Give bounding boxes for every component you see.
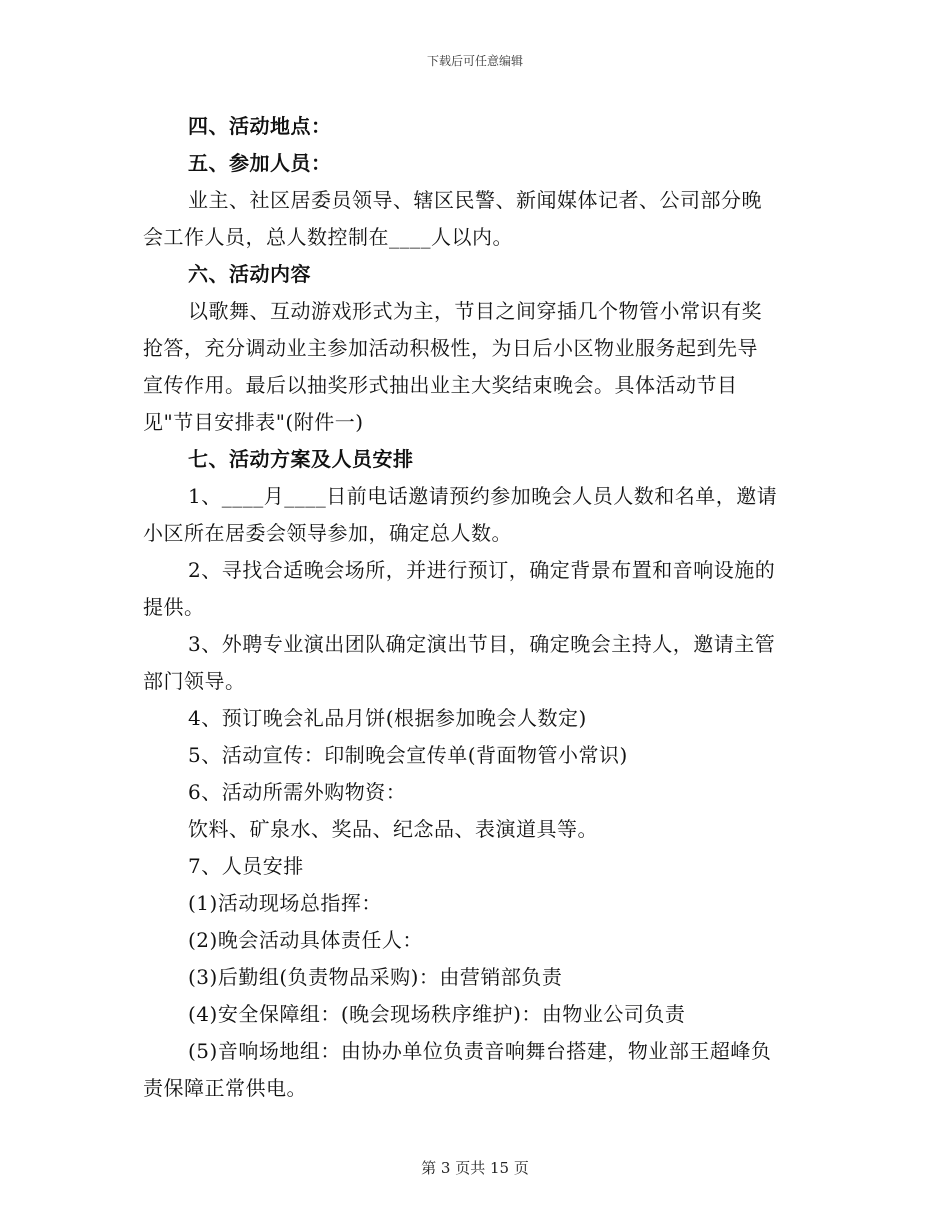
- sub-item-1: (1)活动现场总指挥：: [188, 891, 382, 915]
- paragraph-line: 提供。: [143, 595, 205, 619]
- paragraph-line: 饮料、矿泉水、奖品、纪念品、表演道具等。: [188, 817, 598, 841]
- list-item-4: 4、预订晚会礼品月饼(根据参加晚会人数定): [188, 706, 587, 730]
- section-heading-location: 四、活动地点：: [188, 114, 332, 138]
- paragraph-line: 抢答，充分调动业主参加活动积极性，为日后小区物业服务起到先导: [143, 336, 758, 360]
- paragraph-line: 见"节目安排表"(附件一): [143, 410, 364, 434]
- paragraph-line: 责保障正常供电。: [143, 1076, 307, 1100]
- section-heading-participants: 五、参加人员：: [188, 151, 332, 175]
- sub-item-3: (3)后勤组(负责物品采购)：由营销部负责: [188, 965, 563, 989]
- document-body: [143, 108, 813, 1107]
- page-footer: 第 3 页共 15 页: [421, 1159, 529, 1177]
- section-heading-content: 六、活动内容: [188, 262, 311, 286]
- paragraph-line: 小区所在居委会领导参加，确定总人数。: [143, 521, 512, 545]
- paragraph-line: 以歌舞、互动游戏形式为主，节目之间穿插几个物管小常识有奖: [188, 299, 762, 323]
- sub-item-2: (2)晚会活动具体责任人：: [188, 928, 423, 952]
- list-item-2: 2、寻找合适晚会场所，并进行预订，确定背景布置和音响设施的: [188, 558, 776, 582]
- list-item-1: 1、____月____日前电话邀请预约参加晚会人员人数和名单，邀请: [188, 484, 778, 508]
- list-item-7: 7、人员安排: [188, 854, 304, 878]
- sub-item-5: (5)音响场地组：由协办单位负责音响舞台搭建，物业部王超峰负: [188, 1039, 772, 1063]
- list-item-3: 3、外聘专业演出团队确定演出节目，确定晚会主持人，邀请主管: [188, 632, 776, 656]
- list-item-5: 5、活动宣传：印制晚会宣传单(背面物管小常识): [188, 743, 628, 767]
- list-item-6: 6、活动所需外购物资：: [188, 780, 407, 804]
- paragraph-line: 业主、社区居委员领导、辖区民警、新闻媒体记者、公司部分晚: [188, 188, 762, 212]
- page-header: 下载后可任意编辑: [426, 54, 523, 68]
- section-heading-plan: 七、活动方案及人员安排: [188, 447, 414, 471]
- sub-item-4: (4)安全保障组：(晚会现场秩序维护)：由物业公司负责: [188, 1002, 686, 1026]
- paragraph-line: 部门领导。: [143, 669, 246, 693]
- paragraph-line: 会工作人员，总人数控制在____人以内。: [143, 225, 513, 249]
- paragraph-line: 宣传作用。最后以抽奖形式抽出业主大奖结束晚会。具体活动节目: [143, 373, 738, 397]
